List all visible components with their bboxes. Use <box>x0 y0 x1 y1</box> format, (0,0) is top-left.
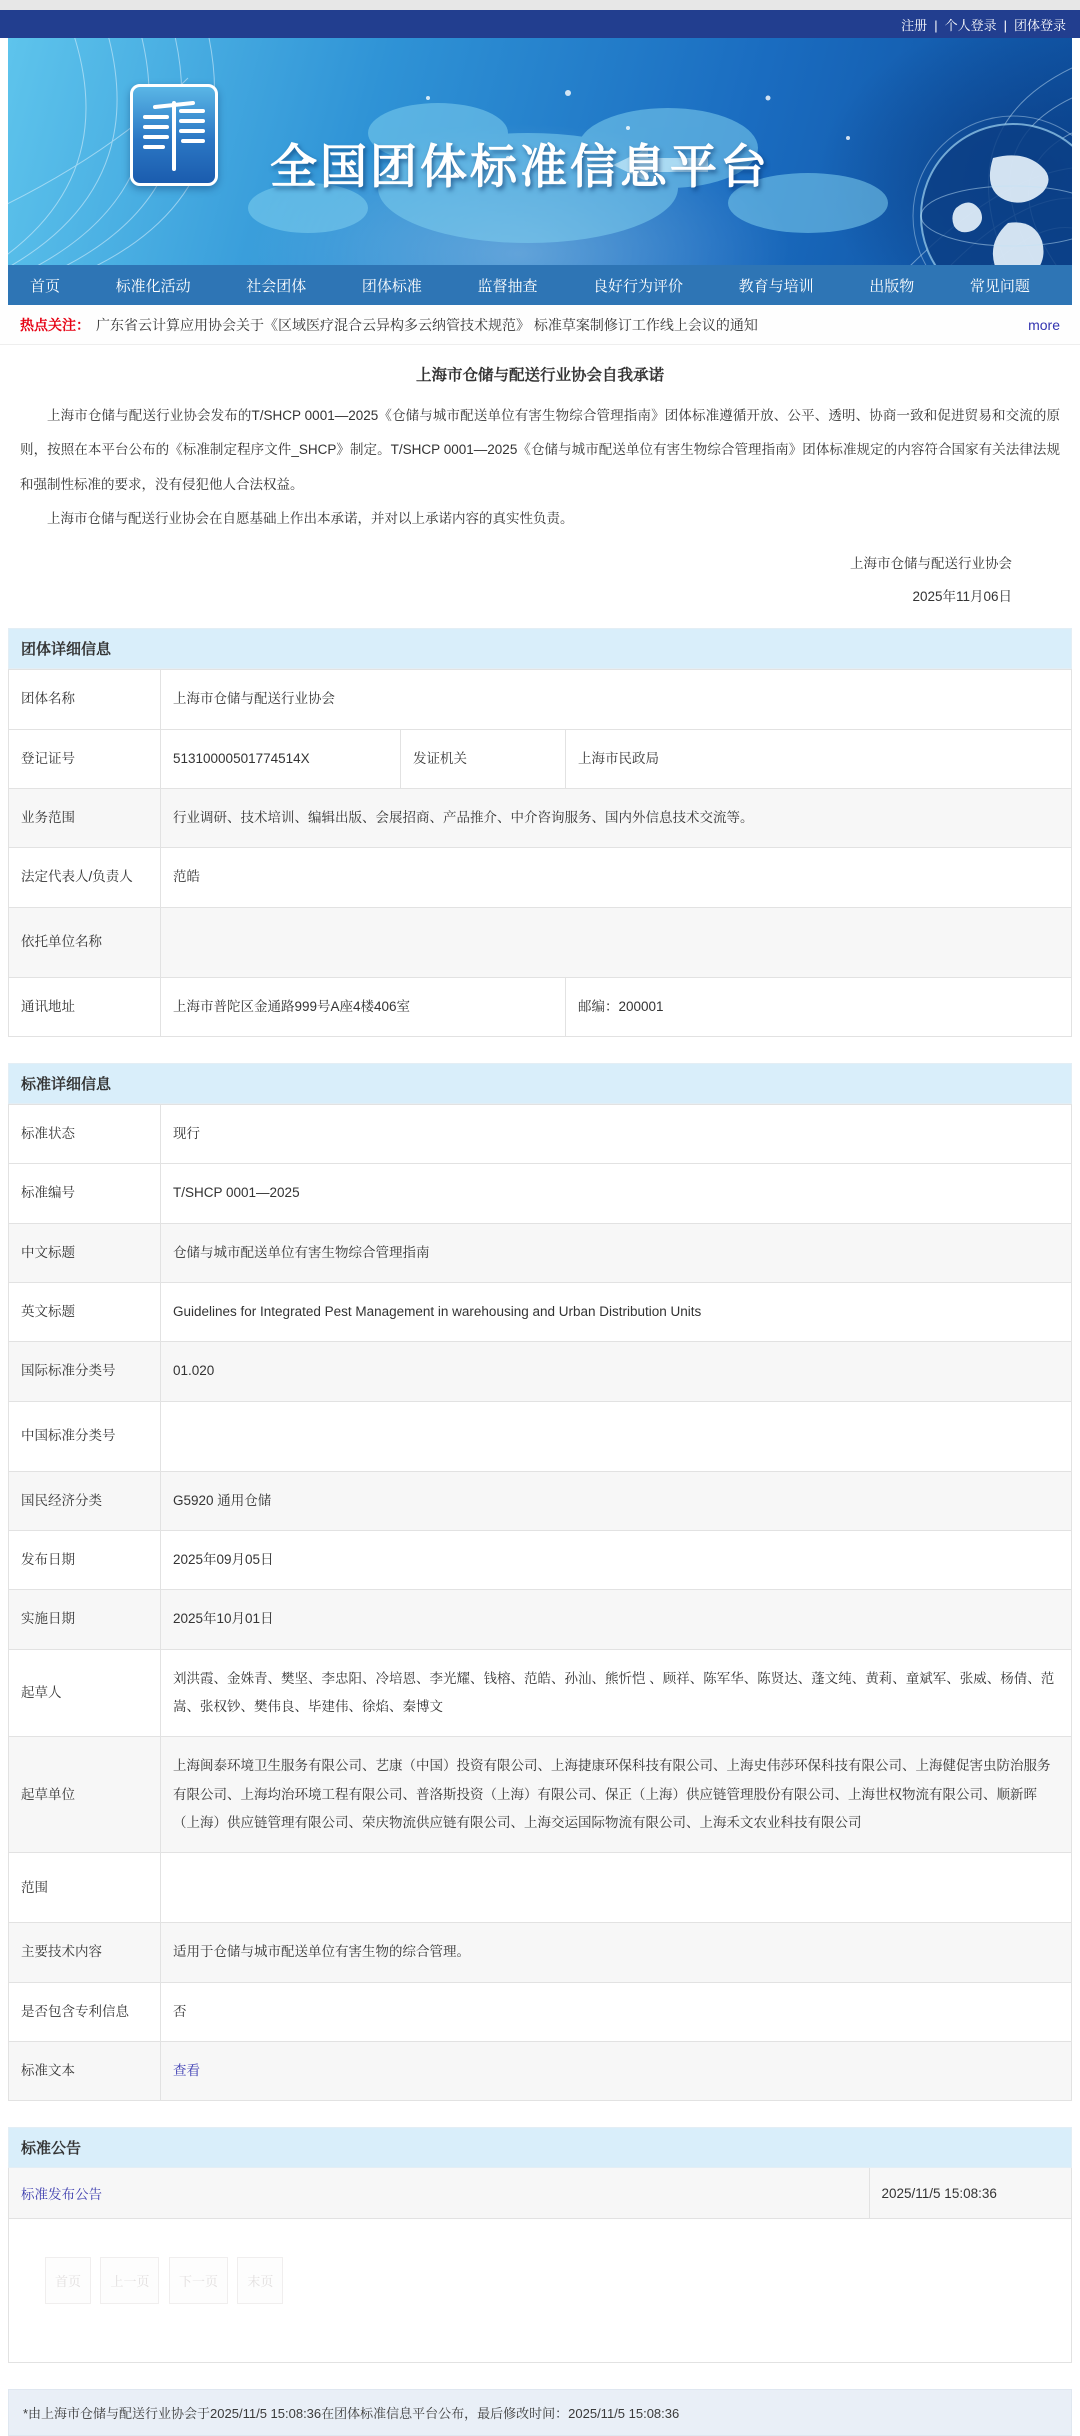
announcements-table <box>9 2168 1071 2219</box>
table-row <box>9 1342 1072 1401</box>
standard-code-label: 标准编号 <box>9 1164 161 1223</box>
commitment-article <box>0 345 1080 620</box>
top-login-bar <box>0 10 1080 38</box>
publish-date-value: 2025年09月05日 <box>161 1530 1072 1589</box>
drafting-units-label: 起草单位 <box>9 1737 161 1853</box>
main-content-label: 主要技术内容 <box>9 1923 161 1982</box>
postcode-value: 邮编：200001 <box>566 977 1072 1036</box>
reg-number-label: 登记证号 <box>9 729 161 788</box>
announcements-section <box>8 2127 1072 2363</box>
hot-topics-label: 热点关注： <box>20 316 90 333</box>
table-row <box>9 848 1072 907</box>
article-paragraph-2: 上海市仓储与配送行业协会在自愿基础上作出本承诺，并对以上承诺内容的真实性负责。 <box>47 511 574 527</box>
nav-item-home[interactable]: 首页 <box>30 277 61 295</box>
standard-info-section <box>8 1063 1072 2102</box>
title-cn-label: 中文标题 <box>9 1223 161 1282</box>
title-cn-value: 仓储与城市配送单位有害生物综合管理指南 <box>161 1223 1072 1282</box>
table-row <box>9 788 1072 847</box>
announcement-time: 2025/11/5 15:08:36 <box>869 2168 1071 2219</box>
issuing-authority-label: 发证机关 <box>401 729 566 788</box>
supporting-unit-value <box>161 907 1072 977</box>
nav-item-good-behavior[interactable]: 良好行为评价 <box>593 277 684 295</box>
standard-text-label: 标准文本 <box>9 2042 161 2101</box>
table-row <box>9 1649 1072 1737</box>
table-row <box>9 1282 1072 1341</box>
address-label: 通讯地址 <box>9 977 161 1036</box>
group-info-section <box>8 628 1072 1037</box>
article-paragraph-1: 上海市仓储与配送行业协会发布的T/SHCP 0001—2025《仓储与城市配送单位有害生物综合管理指南》团体标准遵循开放、公平、透明、协商一致和促进贸易和交流的原则，按照在本平台公布的《标准制定程序文件_SHCP》制定。T/SHCP 0001—2025《仓储与城市配送单位有害生物综合管理指南》团体标准规定的内容符合国家有关法律法规和强制性标准的要求，没有侵犯他人合法权益。 <box>20 408 1060 492</box>
supporting-unit-label: 依托单位名称 <box>9 907 161 977</box>
main-nav <box>8 265 1072 305</box>
nav-item-supervision[interactable]: 监督抽查 <box>477 277 538 295</box>
nav-item-publications[interactable]: 出版物 <box>869 277 915 295</box>
page-top-margin <box>0 0 1080 10</box>
table-row <box>9 907 1072 977</box>
table-row <box>9 1737 1072 1853</box>
table-row <box>9 1982 1072 2041</box>
announcements-header: 标准公告 <box>8 2127 1072 2168</box>
address-value: 上海市普陀区金通路999号A座4楼406室 <box>161 977 566 1036</box>
article-title: 上海市仓储与配送行业协会自我承诺 <box>415 367 664 384</box>
legal-rep-label: 法定代表人/负责人 <box>9 848 161 907</box>
article-date: 2025年11月06日 <box>912 589 1012 605</box>
table-row <box>9 1401 1072 1471</box>
implement-date-value: 2025年10月01日 <box>161 1590 1072 1649</box>
group-login-link[interactable]: | 团体登录 <box>997 15 1066 34</box>
implement-date-label: 实施日期 <box>9 1590 161 1649</box>
business-scope-label: 业务范围 <box>9 788 161 847</box>
group-name-label: 团体名称 <box>9 670 161 729</box>
econ-class-value: G5920 通用仓储 <box>161 1471 1072 1530</box>
table-row <box>9 1590 1072 1649</box>
legal-rep-value: 范皓 <box>161 848 1072 907</box>
drafters-label: 起草人 <box>9 1649 161 1737</box>
reg-number-value: 51310000501774514X <box>161 729 401 788</box>
platform-logo <box>130 84 218 186</box>
main-content-value: 适用于仓储与城市配送单位有害生物的综合管理。 <box>161 1923 1072 1982</box>
table-row <box>9 1164 1072 1223</box>
nav-item-social-groups[interactable]: 社会团体 <box>246 277 307 295</box>
announcements-box <box>8 2168 1072 2363</box>
pagination-last-button[interactable]: 末页 <box>237 2257 283 2304</box>
table-row <box>9 1104 1072 1163</box>
nav-item-group-standards[interactable]: 团体标准 <box>361 277 422 295</box>
ics-label: 国际标准分类号 <box>9 1342 161 1401</box>
table-row <box>9 1853 1072 1923</box>
scope-label: 范围 <box>9 1853 161 1923</box>
article-signature: 上海市仓储与配送行业协会 <box>850 555 1012 571</box>
table-row <box>9 2042 1072 2101</box>
pagination-first-button[interactable]: 首页 <box>45 2257 91 2304</box>
status-label: 标准状态 <box>9 1104 161 1163</box>
status-value: 现行 <box>161 1104 1072 1163</box>
table-row <box>9 1471 1072 1530</box>
econ-class-label: 国民经济分类 <box>9 1471 161 1530</box>
table-row <box>9 1923 1072 1982</box>
table-row <box>9 1530 1072 1589</box>
announcement-cell <box>9 2168 869 2219</box>
table-row <box>9 670 1072 729</box>
globe-decoration <box>913 116 1072 265</box>
standard-info-table <box>8 1104 1072 2102</box>
title-en-label: 英文标题 <box>9 1282 161 1341</box>
site-banner <box>8 38 1072 265</box>
title-en-value: Guidelines for Integrated Pest Management in warehousing and Urban Distribution Units <box>161 1282 1072 1341</box>
nav-item-education[interactable]: 教育与培训 <box>738 277 814 295</box>
group-info-table <box>8 669 1072 1037</box>
pagination <box>9 2219 1071 2362</box>
hot-topics-bar <box>0 305 1080 345</box>
site-title: 全国团体标准信息平台 <box>270 140 770 193</box>
ccs-value <box>161 1401 1072 1471</box>
standard-text-cell <box>161 2042 1072 2101</box>
nav-item-standardization-activities[interactable]: 标准化活动 <box>115 277 191 295</box>
drafters-value: 刘洪霞、金姝青、樊坚、李忠阳、冷培恩、李光耀、钱榕、范皓、孙汕、熊忻恺 、顾祥、陈军华、陈贤达、蓬文纯、黄莉、童斌军、张威、杨倩、范嵩、张权钞、樊伟良、毕建伟、徐焰、秦博文 <box>161 1649 1072 1737</box>
drafting-units-value: 上海闽泰环境卫生服务有限公司、艺康（中国）投资有限公司、上海捷康环保科技有限公司、上海史伟莎环保科技有限公司、上海健促害虫防治服务有限公司、上海均治环境工程有限公司、普洛斯投资（上海）有限公司、保正（上海）供应链管理股份有限公司、上海世权物流有限公司、顺新晖（上海）供应链管理有限公司、荣庆物流供应链有限公司、上海交运国际物流有限公司、上海禾文农业科技有限公司 <box>161 1737 1072 1853</box>
view-standard-text-link[interactable]: 查看 <box>173 2063 200 2079</box>
group-info-header: 团体详细信息 <box>8 628 1072 669</box>
nav-item-faq[interactable]: 常见问题 <box>969 277 1030 295</box>
table-row <box>9 977 1072 1036</box>
group-name-value: 上海市仓储与配送行业协会 <box>161 670 1072 729</box>
ics-value: 01.020 <box>161 1342 1072 1401</box>
standard-code-value: T/SHCP 0001—2025 <box>161 1164 1072 1223</box>
standard-info-header: 标准详细信息 <box>8 1063 1072 1104</box>
table-row <box>9 1223 1072 1282</box>
more-link[interactable]: more <box>1028 316 1060 333</box>
publish-info-footer: *由上海市仓储与配送行业协会于2025/11/5 15:08:36在团体标准信息平台公布，最后修改时间：2025/11/5 15:08:36 <box>8 2389 1072 2436</box>
table-row <box>9 729 1072 788</box>
pagination-prev-button[interactable]: 上一页 <box>100 2257 159 2304</box>
patent-info-label: 是否包含专利信息 <box>9 1982 161 2041</box>
personal-login-link[interactable]: | 个人登录 <box>927 15 996 34</box>
pagination-next-button[interactable]: 下一页 <box>169 2257 228 2304</box>
scope-value <box>161 1853 1072 1923</box>
publish-date-label: 发布日期 <box>9 1530 161 1589</box>
table-row <box>9 2168 1071 2219</box>
announcement-link[interactable]: 标准发布公告 <box>21 2187 102 2203</box>
patent-info-value: 否 <box>161 1982 1072 2041</box>
ccs-label: 中国标准分类号 <box>9 1401 161 1471</box>
hot-topic-link[interactable]: 广东省云计算应用协会关于《区域医疗混合云异构多云纳管技术规范》 标准草案制修订工作线上会议的通知 <box>96 316 758 333</box>
register-link[interactable]: 注册 <box>901 17 928 33</box>
business-scope-value: 行业调研、技术培训、编辑出版、会展招商、产品推介、中介咨询服务、国内外信息技术交流等。 <box>161 788 1072 847</box>
issuing-authority-value: 上海市民政局 <box>566 729 1072 788</box>
